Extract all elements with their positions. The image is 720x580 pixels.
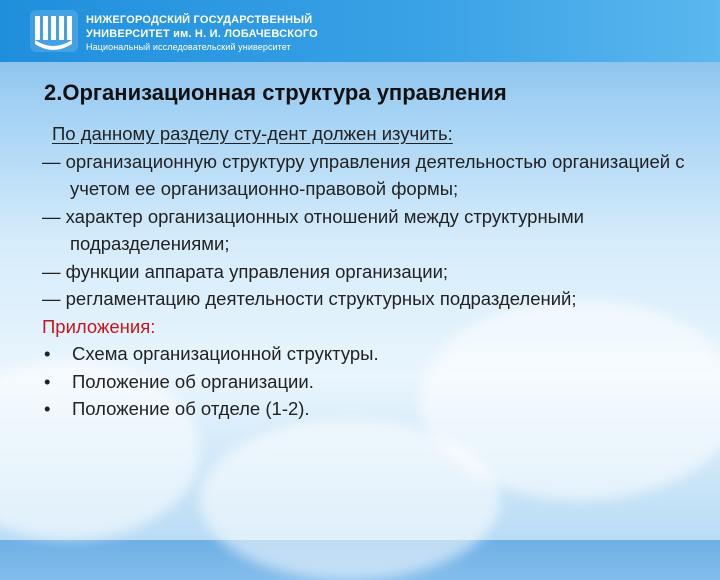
header-banner [0,0,720,62]
list-item: — характер организационных отношений между структурными подразделениями; [42,205,585,254]
list-item: — организационную структуру управления деятельностью организацией с учетом ее организационно-правовой формы; [42,150,685,199]
bullet-icon: • [44,398,51,419]
university-name-line1: НИЖЕГОРОДСКИЙ ГОСУДАРСТВЕННЫЙ [86,14,313,26]
slide-body [42,120,712,423]
unn-logo-icon [28,8,80,54]
slide-title: 2.Организационная структура управления [44,80,507,105]
appendix-heading: Приложения: [42,315,156,337]
bullet-icon: • [44,343,51,364]
intro-text: По данному разделу сту-дент должен изучить: [52,123,453,144]
appendix-item [42,340,712,368]
appendix-item [42,395,712,423]
university-subtitle: Национальный исследовательский университет [86,42,291,52]
appendix-item-text: Положение об отделе (1-2). [72,398,310,419]
bullet-icon: • [44,370,51,392]
appendix-item-text: Положение об организации. [72,370,314,392]
appendix-item-text: Схема организационной структуры. [72,343,379,364]
university-name-line2: УНИВЕРСИТЕТ им. Н. И. ЛОБАЧЕВСКОГО [86,28,318,40]
slide-content [0,62,720,540]
appendix-item [42,368,712,396]
list-item: — функции аппарата управления организации; [42,260,449,282]
list-item: — регламентацию деятельности структурных подразделений; [42,288,577,309]
